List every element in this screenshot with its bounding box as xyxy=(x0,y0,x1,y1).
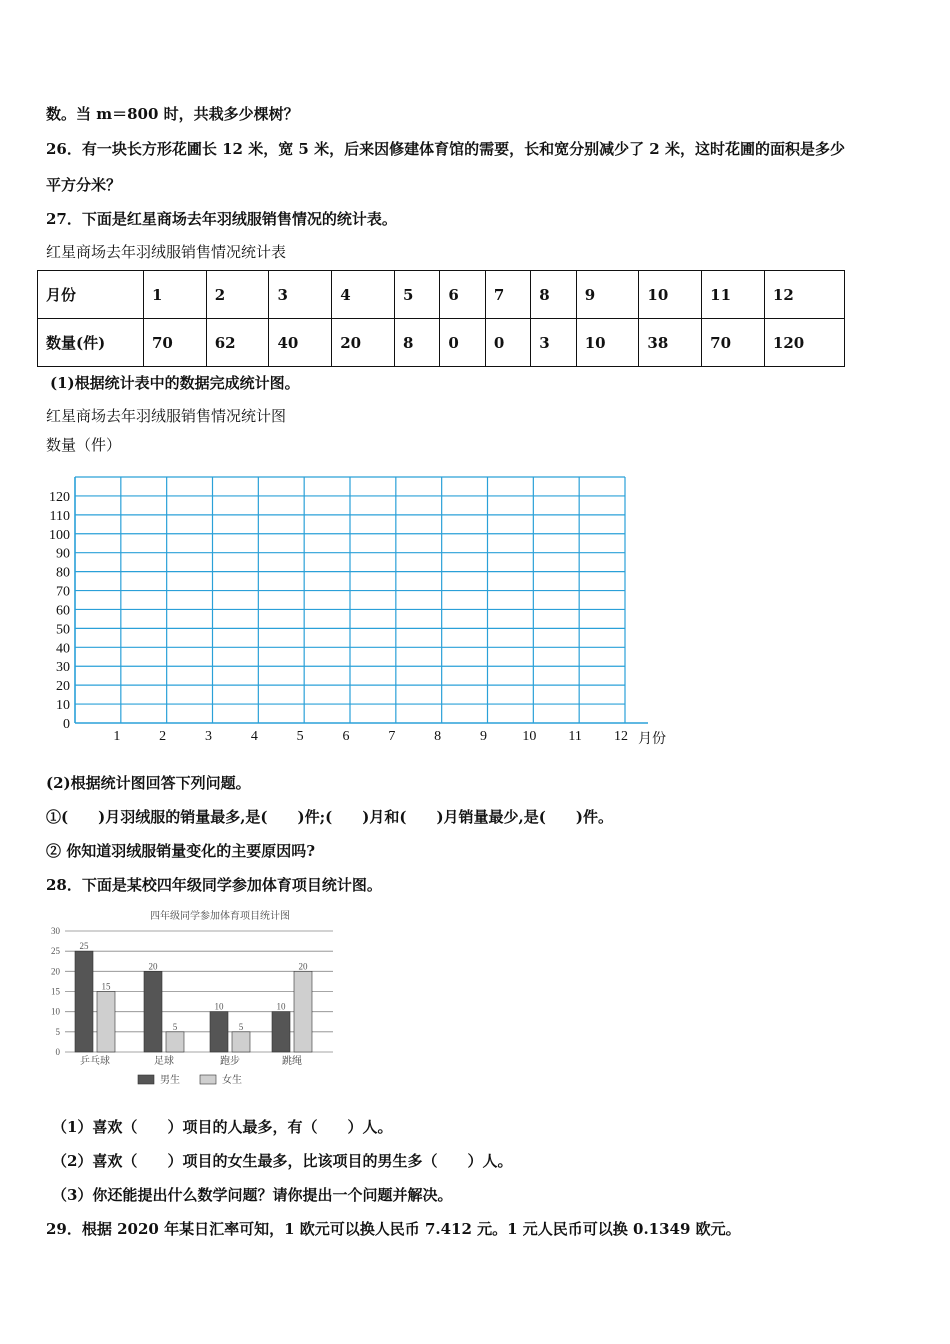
table-cell: 120 xyxy=(764,319,844,367)
blank-line-chart xyxy=(0,460,700,760)
table-cell: 3 xyxy=(531,319,576,367)
bar-category-label: 跑步 xyxy=(220,1056,240,1067)
table-cell: 1 xyxy=(144,271,207,319)
x-tick-label: 8 xyxy=(434,729,442,744)
x-tick-label: 3 xyxy=(205,729,212,744)
y-tick-label: 60 xyxy=(56,603,70,619)
y-tick-label: 10 xyxy=(56,698,70,714)
table-cell: 9 xyxy=(576,271,639,319)
legend-swatch xyxy=(138,1075,154,1084)
x-tick-label: 1 xyxy=(113,729,121,744)
table-cell: 7 xyxy=(485,271,530,319)
x-axis-label: 月份 xyxy=(638,732,666,747)
table-cell: 20 xyxy=(332,319,395,367)
x-tick-label: 2 xyxy=(159,729,167,744)
bar-y-tick-label: 5 xyxy=(55,1026,60,1037)
table-cell: 4 xyxy=(332,271,395,319)
table-cell: 70 xyxy=(144,319,207,367)
table-title: 红星商场去年羽绒服销售情况统计表 xyxy=(46,243,287,261)
chart-title: 红星商场去年羽绒服销售情况统计图 xyxy=(46,407,287,425)
table-header-month: 月份 xyxy=(38,271,144,319)
y-tick-label: 70 xyxy=(56,584,70,600)
table-cell: 8 xyxy=(531,271,576,319)
x-tick-label: 6 xyxy=(342,729,350,744)
legend-swatch xyxy=(200,1075,216,1084)
table-row-months xyxy=(38,271,845,319)
q26-line1: 26．有一块长方形花圃长 12 米，宽 5 米，后来因修建体育馆的需要，长和宽分别减少了 2 米，这时花圃的面积是多少 xyxy=(46,140,845,158)
x-tick-label: 4 xyxy=(250,729,258,744)
table-cell: 11 xyxy=(702,271,765,319)
x-tick-label: 7 xyxy=(388,729,396,744)
bar xyxy=(166,1032,184,1052)
bar-data-label: 20 xyxy=(148,961,158,972)
chart-ylabel: 数量（件） xyxy=(46,436,122,454)
table-cell: 40 xyxy=(269,319,332,367)
y-tick-label: 40 xyxy=(56,641,70,657)
bar xyxy=(97,992,115,1053)
q27-part2-blanks: ①( )月羽绒服的销量最多,是( )件;( )月和( )月销量最少,是( )件。 xyxy=(46,808,613,826)
table-row-quantities xyxy=(38,319,845,367)
bar-chart-title: 四年级同学参加体育项目统计图 xyxy=(150,911,290,922)
q28-part3: （3）你还能提出什么数学问题？请你提出一个问题并解决。 xyxy=(52,1186,453,1204)
sports-bar-chart xyxy=(40,900,350,1095)
q27-part1: (1)根据统计表中的数据完成统计图。 xyxy=(50,374,300,392)
table-cell: 10 xyxy=(576,319,639,367)
y-tick-label: 120 xyxy=(49,489,70,505)
bar-data-label: 5 xyxy=(172,1021,178,1032)
table-cell: 3 xyxy=(269,271,332,319)
bar-y-tick-label: 0 xyxy=(55,1047,60,1057)
bar-y-tick-label: 20 xyxy=(51,966,60,977)
sales-table xyxy=(37,270,845,367)
bar-y-tick-label: 25 xyxy=(51,946,60,957)
bar-category-label: 跳绳 xyxy=(282,1056,302,1067)
x-tick-label: 5 xyxy=(296,729,304,744)
y-tick-label: 20 xyxy=(56,679,70,695)
y-tick-label: 0 xyxy=(63,717,70,732)
q27-part2: (2)根据统计图回答下列问题。 xyxy=(46,774,251,792)
bar-category-label: 足球 xyxy=(154,1056,174,1067)
table-cell: 12 xyxy=(764,271,844,319)
table-cell: 0 xyxy=(485,319,530,367)
table-cell: 6 xyxy=(440,271,485,319)
x-tick-label: 11 xyxy=(568,729,582,744)
table-cell: 8 xyxy=(394,319,439,367)
bar xyxy=(75,951,93,1052)
bar-data-label: 10 xyxy=(276,1001,286,1012)
bar xyxy=(144,971,162,1052)
bar-y-tick-label: 10 xyxy=(51,1006,60,1017)
bar xyxy=(272,1012,290,1052)
table-cell: 10 xyxy=(639,271,702,319)
y-tick-label: 50 xyxy=(56,622,70,638)
q28-question: 28．下面是某校四年级同学参加体育项目统计图。 xyxy=(46,876,382,894)
bar-category-label: 乒乓球 xyxy=(80,1056,110,1067)
legend-label: 女生 xyxy=(222,1075,242,1086)
y-tick-label: 110 xyxy=(49,508,70,524)
table-cell: 70 xyxy=(702,319,765,367)
bar-data-label: 10 xyxy=(214,1001,224,1012)
legend-label: 男生 xyxy=(160,1075,180,1086)
q29-question: 29．根据 2020 年某日汇率可知，1 欧元可以换人民币 7.412 元。1 元人民币可以换 0.1349 欧元。 xyxy=(46,1220,741,1238)
y-tick-label: 100 xyxy=(49,527,70,543)
y-tick-label: 90 xyxy=(56,546,70,562)
q25-tail: 数。当 m＝800 时，共栽多少棵树？ xyxy=(46,105,299,123)
table-cell: 2 xyxy=(206,271,269,319)
q27-question: 27．下面是红星商场去年羽绒服销售情况的统计表。 xyxy=(46,210,397,228)
y-tick-label: 30 xyxy=(56,660,70,676)
table-cell: 0 xyxy=(440,319,485,367)
q28-part2: （2）喜欢（ ）项目的女生最多，比该项目的男生多（ ）人。 xyxy=(52,1152,513,1170)
bar-data-label: 25 xyxy=(79,941,89,952)
x-tick-label: 10 xyxy=(522,729,537,744)
x-tick-label: 9 xyxy=(480,729,487,744)
table-cell: 62 xyxy=(206,319,269,367)
bar-y-tick-label: 15 xyxy=(51,986,60,997)
bar xyxy=(232,1032,250,1052)
y-tick-label: 80 xyxy=(56,565,70,581)
q26-line2: 平方分米？ xyxy=(46,176,122,194)
q28-part1: （1）喜欢（ ）项目的人最多，有（ ）人。 xyxy=(52,1118,393,1136)
table-header-quantity: 数量(件) xyxy=(38,319,144,367)
q27-part2-reason: ② 你知道羽绒服销量变化的主要原因吗? xyxy=(46,842,316,860)
bar-data-label: 20 xyxy=(298,961,308,972)
x-tick-label: 12 xyxy=(614,729,628,744)
bar-y-tick-label: 30 xyxy=(51,926,60,936)
bar xyxy=(294,971,312,1052)
bar xyxy=(210,1012,228,1052)
table-cell: 5 xyxy=(394,271,439,319)
bar-data-label: 5 xyxy=(238,1021,244,1032)
bar-data-label: 15 xyxy=(101,981,111,992)
table-cell: 38 xyxy=(639,319,702,367)
